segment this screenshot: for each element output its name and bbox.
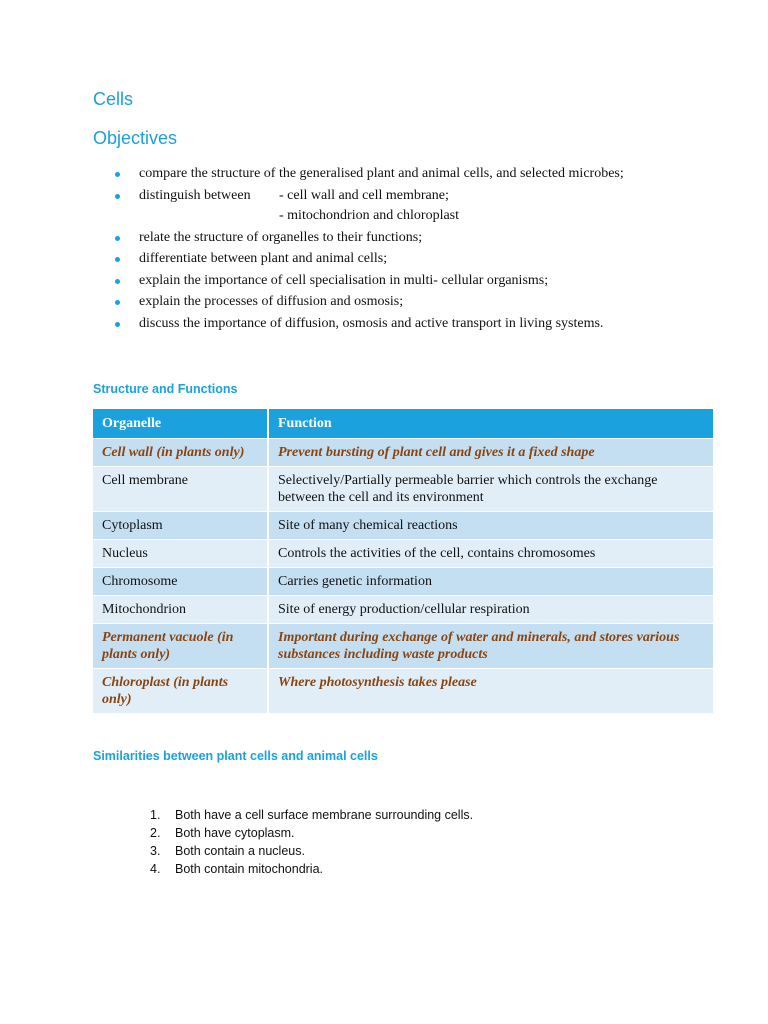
function-cell: Prevent bursting of plant cell and gives it a fixed shape [268, 439, 714, 467]
function-cell: Where photosynthesis takes please [268, 669, 714, 714]
table-row [93, 568, 714, 596]
similarities-list [150, 806, 473, 878]
column-header-organelle: Organelle [93, 409, 268, 439]
function-cell: Site of many chemical reactions [268, 512, 714, 540]
list-number: 3. [150, 844, 161, 858]
bullet-icon [115, 322, 120, 327]
function-cell: Carries genetic information [268, 568, 714, 596]
table-row [93, 596, 714, 624]
list-text: Both contain mitochondria. [175, 862, 324, 876]
objective-text: explain the importance of cell specialisation in multi- cellular organisms; [139, 272, 549, 288]
table-header-row [93, 409, 714, 439]
organelle-cell: Chromosome [93, 568, 268, 596]
objective-subpoint: - mitochondrion and chloroplast [279, 208, 460, 223]
objective-text: compare the structure of the generalised plant and animal cells, and selected microbes; [139, 166, 624, 181]
function-cell: Important during exchange of water and minerals, and stores various substances including waste products [268, 624, 714, 669]
objectives-heading: Objectives [93, 128, 178, 148]
bullet-icon [115, 194, 120, 199]
organelle-cell: Permanent vacuole (in plants only) [93, 624, 268, 669]
organelle-table [93, 409, 715, 713]
list-text: Both have cytoplasm. [175, 826, 295, 840]
organelle-cell: Nucleus [93, 540, 268, 568]
organelle-cell: Cell wall (in plants only) [93, 439, 268, 467]
list-number: 4. [150, 862, 161, 876]
list-item [150, 806, 473, 824]
objective-text: distinguish between [139, 187, 251, 203]
bullet-icon [115, 300, 120, 305]
table-row [93, 439, 714, 467]
organelle-cell: Mitochondrion [93, 596, 268, 624]
list-text: Both have a cell surface membrane surrounding cells. [175, 808, 474, 822]
objective-text: explain the processes of diffusion and osmosis; [139, 294, 404, 309]
objective-item [113, 249, 673, 270]
objective-text: differentiate between plant and animal cells; [139, 251, 388, 266]
similarities-heading: Similarities between plant cells and animal cells [93, 749, 378, 763]
objective-item [113, 186, 673, 227]
bullet-icon [115, 279, 120, 284]
objective-subpoint: - cell wall and cell membrane; [279, 187, 449, 203]
function-cell: Selectively/Partially permeable barrier which controls the exchange between the cell and its environment [268, 467, 714, 512]
bullet-icon [115, 236, 120, 241]
objective-text: relate the structure of organelles to their functions; [139, 229, 423, 245]
list-number: 1. [150, 808, 161, 822]
list-item [150, 824, 473, 842]
objective-item [113, 271, 673, 292]
table-row [93, 512, 714, 540]
table-row [93, 624, 714, 669]
page-title: Cells [93, 89, 134, 109]
list-item [150, 842, 473, 860]
table-row [93, 467, 714, 512]
table-row [93, 540, 714, 568]
organelle-cell: Cell membrane [93, 467, 268, 512]
organelle-cell: Chloroplast (in plants only) [93, 669, 268, 714]
objective-item [113, 164, 673, 185]
bullet-icon [115, 257, 120, 262]
list-text: Both contain a nucleus. [175, 844, 305, 858]
objective-text: discuss the importance of diffusion, osmosis and active transport in living systems. [139, 315, 604, 331]
organelle-cell: Cytoplasm [93, 512, 268, 540]
objective-item [113, 314, 673, 335]
function-cell: Controls the activities of the cell, contains chromosomes [268, 540, 714, 568]
structure-heading: Structure and Functions [93, 382, 238, 396]
column-header-function: Function [268, 409, 714, 439]
bullet-icon [115, 172, 120, 177]
objective-item [113, 228, 673, 249]
list-item [150, 860, 473, 878]
objective-item [113, 292, 673, 313]
table-row [93, 669, 714, 714]
list-number: 2. [150, 826, 161, 840]
function-cell: Site of energy production/cellular respiration [268, 596, 714, 624]
objectives-list [113, 164, 673, 335]
